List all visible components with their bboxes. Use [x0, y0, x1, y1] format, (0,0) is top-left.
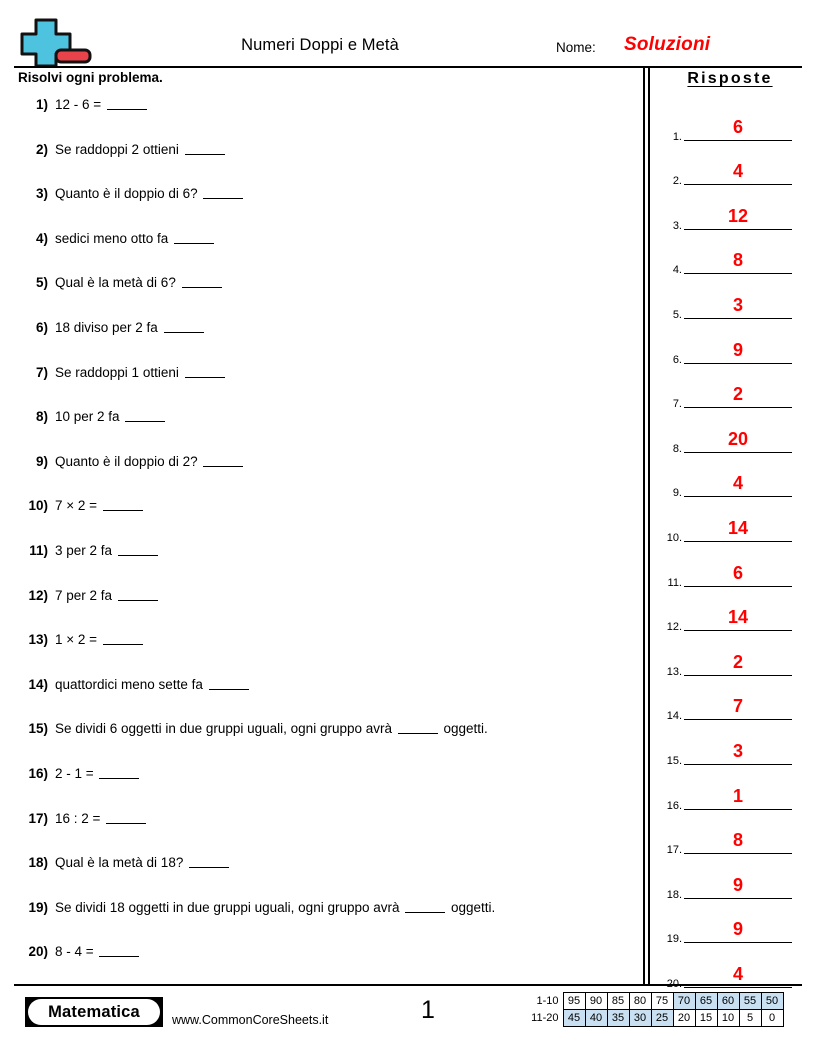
answer-write-line[interactable]: [684, 675, 792, 676]
answer-number: 5.: [672, 308, 682, 321]
answer-blank[interactable]: [103, 644, 143, 645]
answer-write-line[interactable]: [684, 229, 792, 230]
problem-text-before-blank: Se dividi 6 oggetti in due gruppi uguali, ogni gruppo avrà: [55, 721, 396, 737]
problem-number: 20): [28, 944, 48, 960]
problem-list: [0, 97, 640, 989]
answer-item: [650, 414, 816, 459]
problem-text: [55, 766, 141, 782]
problem-item: [0, 721, 640, 766]
answer-blank[interactable]: [106, 823, 146, 824]
answer-item: [650, 503, 816, 548]
problem-text: [55, 97, 149, 113]
answer-value: 1: [732, 785, 743, 806]
score-cell: 65: [695, 993, 717, 1010]
answer-blank[interactable]: [118, 555, 158, 556]
problem-item: [0, 454, 640, 499]
problem-text-before-blank: Se raddoppi 1 ottieni: [55, 364, 183, 380]
answer-value: 9: [732, 874, 743, 895]
problem-number: 13): [28, 632, 48, 648]
answer-number: 1.: [672, 130, 682, 143]
problem-item: [0, 677, 640, 722]
score-cell: 55: [739, 993, 761, 1010]
score-table-row: [529, 993, 783, 1010]
footer-divider: [14, 984, 802, 986]
answer-blank[interactable]: [118, 600, 158, 601]
answer-blank[interactable]: [203, 198, 243, 199]
answer-number: 3.: [672, 219, 682, 232]
problem-number: 1): [35, 97, 48, 112]
problem-number: 14): [28, 676, 48, 692]
problem-item: [0, 365, 640, 410]
problem-number: 8): [35, 409, 48, 425]
answer-number: 7.: [672, 398, 682, 411]
problem-item: [0, 543, 640, 588]
answer-value: 8: [732, 250, 743, 271]
problem-text: [55, 900, 495, 916]
problem-text-before-blank: 7 × 2 =: [55, 498, 101, 514]
problem-text-before-blank: Qual è la metà di 18?: [55, 855, 188, 871]
problem-text: [55, 320, 206, 336]
problem-text-before-blank: 7 per 2 fa: [55, 587, 116, 603]
problem-item: [0, 498, 640, 543]
problem-number: 9): [35, 453, 48, 469]
problem-text-before-blank: sedici meno otto fa: [55, 230, 173, 246]
answer-number: 6.: [672, 353, 682, 366]
answer-blank[interactable]: [99, 956, 139, 957]
problem-item: [0, 766, 640, 811]
answer-blank[interactable]: [185, 377, 225, 378]
problem-item: [0, 944, 640, 989]
answer-item: [650, 325, 816, 370]
answer-item: [650, 191, 816, 236]
page-number: 1: [421, 996, 435, 1024]
problem-text: [55, 142, 227, 158]
problem-item: [0, 632, 640, 677]
score-cell: 20: [673, 1010, 695, 1027]
problem-text: [55, 409, 167, 425]
answer-blank[interactable]: [107, 109, 147, 110]
answer-write-line[interactable]: [684, 853, 792, 854]
problem-text: [55, 186, 245, 202]
page-title: Numeri Doppi e Metà: [241, 36, 399, 54]
answer-write-line[interactable]: [684, 898, 792, 899]
answer-value: 9: [732, 919, 743, 940]
answer-number: 2.: [672, 175, 682, 188]
score-cell: 95: [563, 993, 585, 1010]
problem-text-after-blank: oggetti.: [447, 899, 496, 915]
problem-text-before-blank: Quanto è il doppio di 6?: [55, 186, 202, 202]
problem-text: [55, 231, 216, 247]
answer-item: [650, 860, 816, 905]
problem-text: [55, 632, 145, 648]
answer-value: 2: [732, 651, 743, 672]
worksheet-header: [0, 0, 816, 68]
problem-text: [55, 677, 251, 693]
problem-item: [0, 231, 640, 276]
problem-text: [55, 498, 145, 514]
problem-text-before-blank: 18 diviso per 2 fa: [55, 319, 162, 335]
answer-write-line[interactable]: [684, 764, 792, 765]
problem-text-before-blank: Se dividi 18 oggetti in due gruppi uguali, ogni gruppo avrà: [55, 899, 404, 915]
site-url-label: www.CommonCoreSheets.it: [172, 1013, 329, 1027]
answer-item: [650, 370, 816, 415]
subject-badge-label: Matematica: [48, 1002, 140, 1021]
problem-text: [55, 543, 160, 559]
score-cell: 85: [607, 993, 629, 1010]
answer-number: 14.: [666, 710, 682, 723]
answer-blank[interactable]: [185, 154, 225, 155]
answer-item: [650, 682, 816, 727]
problem-item: [0, 855, 640, 900]
answer-value: 4: [732, 963, 743, 984]
answer-write-line[interactable]: [684, 318, 792, 319]
answer-value: 14: [727, 517, 749, 538]
problem-text: [55, 811, 148, 827]
score-table-body: [529, 993, 783, 1027]
problem-item: [0, 275, 640, 320]
score-cell: 5: [739, 1010, 761, 1027]
problem-text: [55, 721, 488, 737]
problem-text-before-blank: 8 - 4 =: [55, 944, 98, 960]
answer-blank[interactable]: [125, 421, 165, 422]
problem-item: [0, 320, 640, 365]
score-cell: 80: [629, 993, 651, 1010]
score-cell: 50: [761, 993, 783, 1010]
problem-item: [0, 97, 640, 142]
answer-value: 2: [732, 384, 743, 405]
answer-write-line[interactable]: [684, 942, 792, 943]
answer-blank[interactable]: [99, 778, 139, 779]
score-cell: 45: [563, 1010, 585, 1027]
answer-number: 10.: [666, 531, 682, 544]
answer-blank[interactable]: [209, 689, 249, 690]
problem-text-before-blank: 16 : 2 =: [55, 810, 105, 826]
score-table-row: [529, 1010, 783, 1027]
score-cell: 15: [695, 1010, 717, 1027]
answer-item: [650, 949, 816, 994]
problem-text-before-blank: 2 - 1 =: [55, 765, 98, 781]
answer-write-line[interactable]: [684, 452, 792, 453]
answer-write-line[interactable]: [684, 541, 792, 542]
score-cell: 35: [607, 1010, 629, 1027]
plus-minus-logo-icon: [14, 16, 96, 68]
problem-number: 12): [28, 587, 48, 603]
answer-value: 6: [732, 116, 743, 137]
problem-text: [55, 588, 160, 604]
answer-item: [650, 548, 816, 593]
answer-blank[interactable]: [398, 733, 438, 734]
problem-number: 7): [35, 364, 48, 380]
answer-item: [650, 905, 816, 950]
answer-item: [650, 816, 816, 861]
answer-value: 4: [732, 161, 743, 182]
column-divider-outer: [643, 66, 645, 984]
problem-text-before-blank: 1 × 2 =: [55, 632, 101, 648]
score-cell: 0: [761, 1010, 783, 1027]
answer-write-line[interactable]: [684, 363, 792, 364]
problem-text-before-blank: 10 per 2 fa: [55, 409, 124, 425]
answer-blank[interactable]: [103, 510, 143, 511]
score-cell: 30: [629, 1010, 651, 1027]
name-value: Soluzioni: [624, 34, 711, 55]
answer-write-line[interactable]: [684, 630, 792, 631]
problem-number: 19): [28, 899, 48, 915]
answer-item: [650, 147, 816, 192]
answer-value: 9: [732, 339, 743, 360]
answer-value: 6: [732, 562, 743, 583]
answer-write-line[interactable]: [684, 586, 792, 587]
problem-item: [0, 142, 640, 187]
answer-number: 8.: [672, 442, 682, 455]
answer-write-line[interactable]: [684, 496, 792, 497]
answer-number: 12.: [666, 621, 682, 634]
answers-title: Risposte: [687, 70, 773, 87]
answer-value: 8: [732, 830, 743, 851]
answer-blank[interactable]: [203, 466, 243, 467]
problem-text-before-blank: Qual è la metà di 6?: [55, 275, 180, 291]
problem-number: 10): [28, 498, 48, 514]
answer-blank[interactable]: [405, 912, 445, 913]
name-label: Nome:: [556, 40, 596, 55]
problem-number: 17): [28, 810, 48, 826]
problem-text-before-blank: quattordici meno sette fa: [55, 676, 207, 692]
score-cell: 60: [717, 993, 739, 1010]
answer-item: [650, 593, 816, 638]
answer-item: [650, 726, 816, 771]
answer-number: 16.: [666, 799, 682, 812]
answer-blank[interactable]: [164, 332, 204, 333]
answer-value: 12: [727, 205, 749, 226]
answer-number: 15.: [666, 754, 682, 767]
problem-item: [0, 409, 640, 454]
problem-item: [0, 900, 640, 945]
answer-value: 14: [727, 607, 749, 628]
answer-value: 3: [732, 294, 743, 315]
score-table: [529, 992, 784, 1027]
problem-item: [0, 186, 640, 231]
answer-item: [650, 637, 816, 682]
instruction-text: Risolvi ogni problema.: [18, 70, 163, 85]
problem-number: 5): [35, 275, 48, 291]
problem-text-before-blank: Quanto è il doppio di 2?: [55, 453, 202, 469]
answer-item: [650, 236, 816, 281]
problem-number: 6): [35, 319, 48, 335]
problem-text: [55, 944, 141, 960]
answer-value: 7: [732, 696, 743, 717]
answers-panel: [650, 66, 816, 984]
answers-list: [650, 102, 816, 994]
answer-number: 4.: [672, 264, 682, 277]
score-cell: 90: [585, 993, 607, 1010]
problem-number: 4): [35, 230, 48, 246]
score-row-label: 11-20: [531, 1012, 559, 1024]
answer-value: 3: [732, 740, 743, 761]
score-row-label: 1-10: [536, 995, 559, 1007]
answer-number: 19.: [666, 933, 682, 946]
answer-write-line[interactable]: [684, 809, 792, 810]
score-cell: 40: [585, 1010, 607, 1027]
answer-write-line[interactable]: [684, 273, 792, 274]
answer-number: 17.: [666, 844, 682, 857]
answer-write-line[interactable]: [684, 184, 792, 185]
answer-value: 20: [727, 428, 749, 449]
answer-item: [650, 459, 816, 504]
answer-item: [650, 280, 816, 325]
problem-text: [55, 365, 227, 381]
problem-item: [0, 811, 640, 856]
problem-number: 11): [29, 542, 48, 558]
score-cell: 10: [717, 1010, 739, 1027]
problem-number: 15): [28, 721, 48, 737]
score-cell: 75: [651, 993, 673, 1010]
problem-number: 18): [28, 855, 48, 871]
problem-text-before-blank: 12 - 6 =: [55, 97, 105, 112]
answer-number: 9.: [672, 487, 682, 500]
problem-text: [55, 855, 231, 871]
subject-badge: [25, 997, 163, 1027]
problem-number: 3): [35, 186, 48, 202]
problem-text-before-blank: 3 per 2 fa: [55, 542, 116, 558]
answer-write-line[interactable]: [684, 719, 792, 720]
problem-text-after-blank: oggetti.: [439, 721, 488, 737]
score-cell: 70: [673, 993, 695, 1010]
subject-badge-pill: [28, 999, 160, 1025]
score-cell: 25: [651, 1010, 673, 1027]
answer-item: [650, 102, 816, 147]
answer-blank[interactable]: [189, 867, 229, 868]
answer-number: 18.: [666, 888, 682, 901]
problem-number: 16): [28, 765, 48, 781]
answer-number: 11.: [667, 576, 682, 589]
answer-blank[interactable]: [174, 243, 214, 244]
answer-blank[interactable]: [182, 287, 222, 288]
answer-write-line[interactable]: [684, 407, 792, 408]
problem-text-before-blank: Se raddoppi 2 ottieni: [55, 141, 183, 157]
problem-number: 2): [35, 141, 48, 157]
answer-write-line[interactable]: [684, 987, 792, 988]
answer-write-line[interactable]: [684, 140, 792, 141]
problem-text: [55, 275, 224, 291]
answer-number: 13.: [666, 665, 682, 678]
problem-text: [55, 454, 245, 470]
answer-item: [650, 771, 816, 816]
problem-item: [0, 588, 640, 633]
answer-value: 4: [732, 473, 743, 494]
